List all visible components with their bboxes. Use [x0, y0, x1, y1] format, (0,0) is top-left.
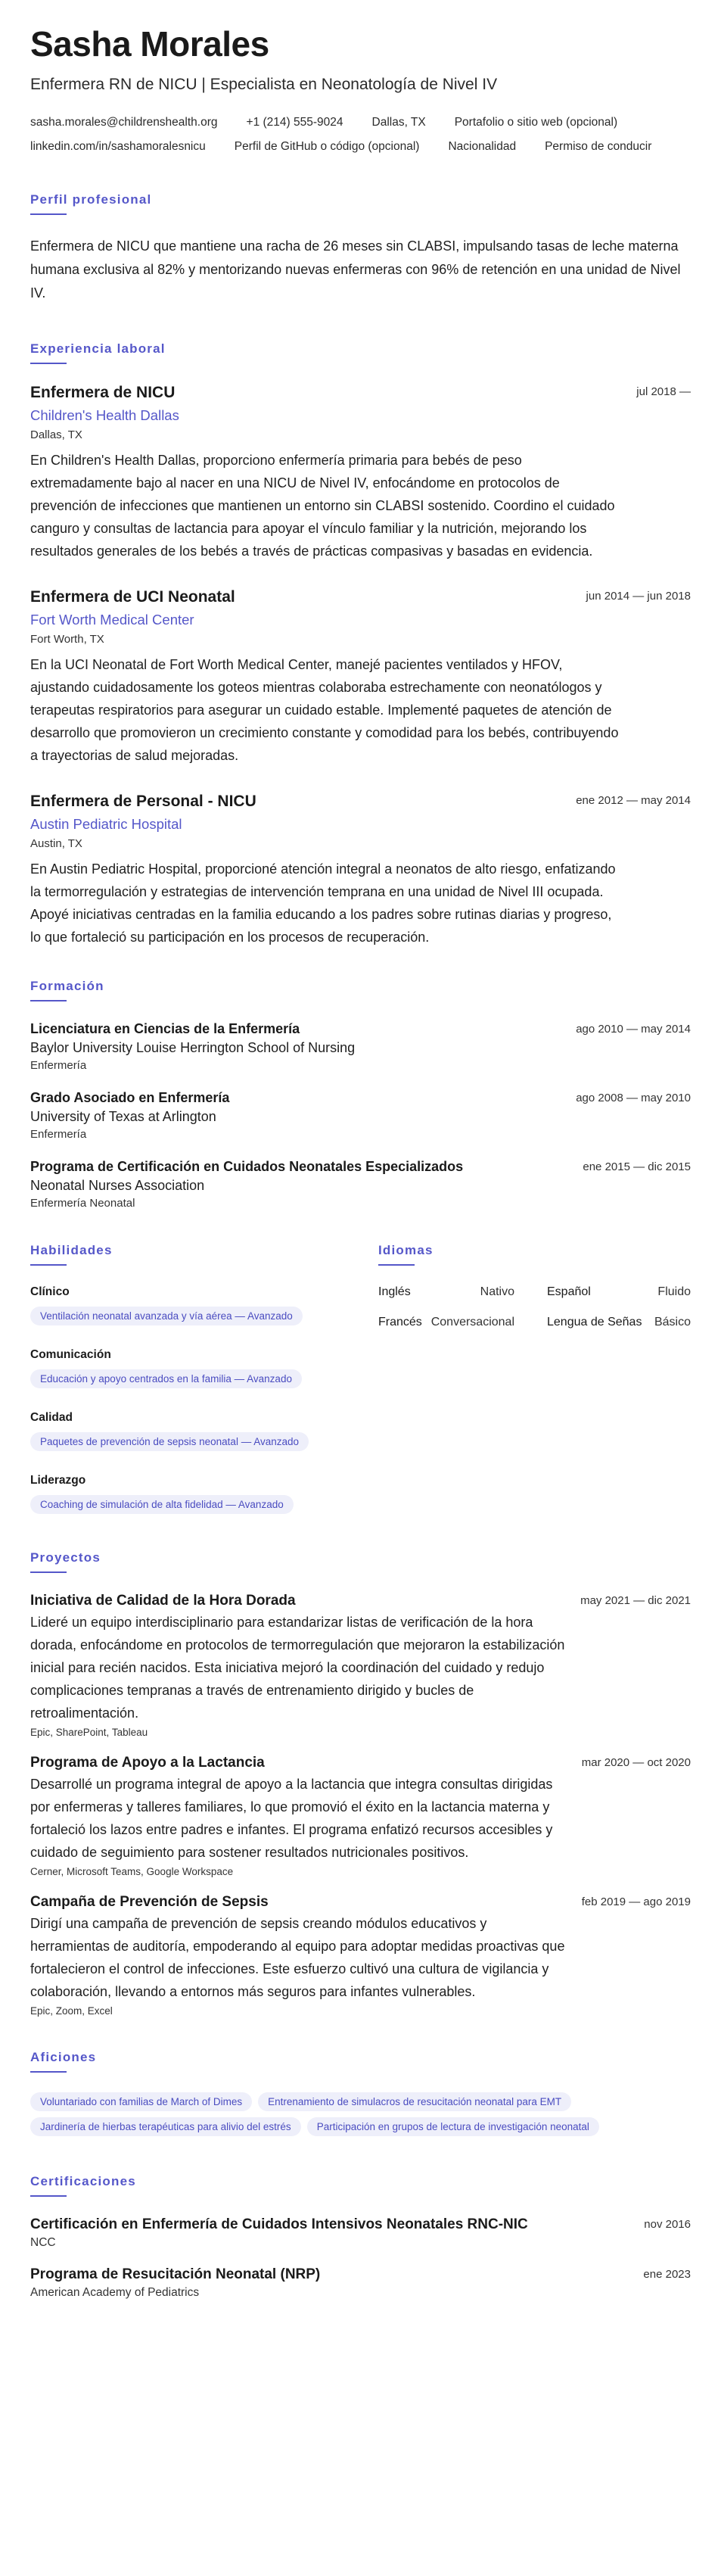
experience-section — [30, 341, 691, 948]
language-name: Lengua de Señas — [547, 1316, 642, 1329]
skills-section — [30, 1243, 378, 1520]
project-description: Lideré un equipo interdisciplinario para estandarizar listas de verificación de la hora dorada, enfocándome en protocolos de termorregulación que mejoraron la estabilización inicial para recién nacidos. Esta iniciativa mejoró la coordinación del cuidado y redujo complicaciones tempranas a través de entrenamiento dirigido y bucles de retroalimentación. — [30, 1615, 565, 1721]
experience-location: Fort Worth, TX — [30, 633, 104, 646]
experience-item — [30, 793, 691, 948]
section-title-skills: Habilidades — [30, 1243, 113, 1258]
experience-item — [30, 588, 691, 767]
education-item — [30, 1159, 691, 1210]
contact-nationality: Nacionalidad — [448, 140, 517, 154]
project-title: Iniciativa de Calidad de la Hora Dorada — [30, 1593, 296, 1609]
summary-section — [30, 192, 691, 305]
education-field: Enfermería — [30, 1128, 87, 1142]
experience-date: jul 2018 — — [636, 385, 691, 399]
project-item — [30, 1593, 691, 1738]
languages-row — [378, 1285, 691, 1299]
project-title: Programa de Apoyo a la Lactancia — [30, 1755, 265, 1771]
section-title-languages: Idiomas — [378, 1243, 434, 1258]
education-section — [30, 979, 691, 1210]
section-divider — [30, 363, 67, 364]
experience-location: Dallas, TX — [30, 428, 82, 442]
contact-portfolio[interactable]: Portafolio o sitio web (opcional) — [454, 116, 618, 129]
education-date: ene 2015 — dic 2015 — [583, 1160, 691, 1174]
language-level: Básico — [654, 1316, 691, 1329]
experience-title: Enfermera de UCI Neonatal — [30, 588, 235, 606]
section-title-experience: Experiencia laboral — [30, 341, 166, 357]
experience-title: Enfermera de NICU — [30, 384, 176, 402]
certification-date: nov 2016 — [644, 2218, 691, 2232]
project-tools: Epic, Zoom, Excel — [30, 2005, 113, 2017]
certification-item — [30, 2216, 691, 2250]
skill-group — [30, 1474, 378, 1520]
certification-item — [30, 2266, 691, 2300]
skill-chip: Educación y apoyo centrados en la familia — Avanzado — [30, 1369, 302, 1388]
headline: Enfermera RN de NICU | Especialista en Neonatología de Nivel IV — [30, 76, 498, 94]
contact-linkedin[interactable]: linkedin.com/in/sashamoralesnicu — [30, 140, 206, 154]
skill-group-name: Liderazgo — [30, 1474, 86, 1487]
project-date: mar 2020 — oct 2020 — [581, 1756, 691, 1770]
section-title-certifications: Certificaciones — [30, 2174, 136, 2189]
hobby-chips — [30, 2092, 696, 2142]
languages-section — [378, 1243, 691, 1520]
language-level: Conversacional — [430, 1316, 514, 1329]
projects-section — [30, 1550, 691, 2017]
language-name: Inglés — [378, 1285, 411, 1299]
language-item — [378, 1285, 514, 1299]
skill-group-name: Clínico — [30, 1285, 70, 1299]
experience-org: Fort Worth Medical Center — [30, 612, 194, 628]
skill-group-name: Calidad — [30, 1411, 73, 1425]
contact-email[interactable]: sasha.morales@childrenshealth.org — [30, 116, 218, 129]
project-date: may 2021 — dic 2021 — [580, 1594, 691, 1608]
certification-issuer: American Academy of Pediatrics — [30, 2286, 200, 2300]
language-item — [547, 1285, 691, 1299]
hobbies-section — [30, 2050, 691, 2142]
contact-phone[interactable]: +1 (214) 555-9024 — [246, 116, 343, 129]
education-field: Enfermería — [30, 1059, 87, 1073]
language-level: Nativo — [480, 1285, 514, 1299]
education-degree: Grado Asociado en Enfermería — [30, 1090, 230, 1106]
contact-driving-license: Permiso de conducir — [545, 140, 652, 154]
skill-group — [30, 1411, 378, 1457]
education-date: ago 2008 — may 2010 — [576, 1092, 691, 1105]
certification-title: Certificación en Enfermería de Cuidados Intensivos Neonatales RNC-NIC — [30, 2216, 528, 2233]
section-title-education: Formación — [30, 979, 104, 994]
language-name: Español — [547, 1285, 591, 1299]
section-divider — [378, 1264, 415, 1266]
education-item — [30, 1021, 691, 1072]
certification-title: Programa de Resucitación Neonatal (NRP) — [30, 2266, 321, 2283]
experience-date: jun 2014 — jun 2018 — [586, 590, 691, 603]
education-field: Enfermería Neonatal — [30, 1197, 135, 1210]
section-title-projects: Proyectos — [30, 1550, 101, 1565]
section-title-hobbies: Aficiones — [30, 2050, 97, 2065]
contact-location: Dallas, TX — [371, 116, 426, 129]
experience-location: Austin, TX — [30, 837, 82, 851]
experience-item — [30, 384, 691, 562]
project-description: Dirigí una campaña de prevención de sepsis creando módulos educativos y herramientas de auditoría, empoderando al equipo para adoptar medidas proactivas que fortalecieron el control de infecciones. Este esfuerzo cultivó una cultura de vigilancia y colaboración, llevando a entornos más seguros para infantes vulnerables. — [30, 1916, 565, 2000]
section-divider — [30, 1264, 67, 1266]
section-divider — [30, 1571, 67, 1573]
contact-list — [30, 115, 681, 154]
hobby-chip: Jardinería de hierbas terapéuticas para alivio del estrés — [30, 2117, 301, 2136]
education-degree: Programa de Certificación en Cuidados Neonatales Especializados — [30, 1159, 464, 1175]
skill-chip: Coaching de simulación de alta fidelidad — Avanzado — [30, 1495, 294, 1514]
section-divider — [30, 213, 67, 215]
experience-date: ene 2012 — may 2014 — [576, 794, 691, 808]
skill-group — [30, 1285, 378, 1332]
hobby-chip: Entrenamiento de simulacros de resucitación neonatal para EMT — [258, 2092, 571, 2111]
section-divider — [30, 2195, 67, 2197]
languages-row — [378, 1316, 691, 1329]
certifications-section — [30, 2174, 691, 2300]
project-item — [30, 1894, 691, 2017]
skills-languages-row — [30, 1243, 691, 1520]
skill-chip: Ventilación neonatal avanzada y vía aérea — Avanzado — [30, 1307, 303, 1325]
language-item — [378, 1316, 514, 1329]
skill-chip: Paquetes de prevención de sepsis neonatal — Avanzado — [30, 1432, 309, 1451]
skill-group — [30, 1348, 378, 1394]
project-title: Campaña de Prevención de Sepsis — [30, 1894, 269, 1911]
candidate-name: Sasha Morales — [30, 24, 269, 64]
section-title-summary: Perfil profesional — [30, 192, 152, 207]
education-item — [30, 1090, 691, 1141]
section-divider — [30, 2071, 67, 2073]
contact-github[interactable]: Perfil de GitHub o código (opcional) — [234, 140, 420, 154]
language-item — [547, 1316, 691, 1329]
education-school: Neonatal Nurses Association — [30, 1178, 205, 1194]
project-item — [30, 1755, 691, 1877]
experience-title: Enfermera de Personal - NICU — [30, 793, 256, 811]
language-name: Francés — [378, 1316, 422, 1329]
skill-group-name: Comunicación — [30, 1348, 111, 1362]
education-date: ago 2010 — may 2014 — [576, 1023, 691, 1036]
experience-description: En Children's Health Dallas, proporciono enfermería primaria para bebés de peso extremadamente bajo al nacer en una NICU de Nivel IV, enfocándome en protocolos de prevención de infecciones que mantienen un entorno sin CLABSI sostenido. Coordino el cuidado canguro y consultas de lactancia para apoyar el vínculo familiar y la nutrición, mejorando los resultados generales de los bebés a través de prácticas compasivas y basadas en evidencia. — [30, 453, 615, 559]
summary-text: Enfermera de NICU que mantiene una racha de 26 meses sin CLABSI, impulsando tasas de leche materna humana exclusiva al 82% y mentorizando nuevas enfermeras con 96% de retención en una unidad de Nivel IV. — [30, 238, 681, 301]
section-divider — [30, 1000, 67, 1001]
project-tools: Epic, SharePoint, Tableau — [30, 1727, 148, 1739]
project-tools: Cerner, Microsoft Teams, Google Workspace — [30, 1866, 234, 1878]
project-date: feb 2019 — ago 2019 — [581, 1895, 691, 1909]
certification-date: ene 2023 — [643, 2268, 691, 2282]
certification-issuer: NCC — [30, 2236, 56, 2250]
hobby-chip: Participación en grupos de lectura de investigación neonatal — [307, 2117, 599, 2136]
education-degree: Licenciatura en Ciencias de la Enfermería — [30, 1021, 300, 1037]
experience-description: En la UCI Neonatal de Fort Worth Medical Center, manejé pacientes ventilados y HFOV, ajustando cuidadosamente los goteos mientras colaboraba estrechamente con neonatólogos y terapeutas respiratorios para asegurar un cuidado estable. Implementé paquetes de atención de desarrollo que promovieron un crecimiento constante y comodidad para los bebés, contribuyendo a trayectorias de salud mejoradas. — [30, 657, 619, 764]
education-school: Baylor University Louise Herrington School of Nursing — [30, 1040, 356, 1056]
education-school: University of Texas at Arlington — [30, 1109, 216, 1125]
experience-description: En Austin Pediatric Hospital, proporcioné atención integral a neonatos de alto riesgo, enfatizando la termorregulación y estrategias de intervención temprana en una unidad de Nivel III ocupada. Apoyé iniciativas centradas en la familia educando a los padres sobre rutinas diarias y progreso, lo que fortaleció su participación en los procesos de recuperación. — [30, 861, 616, 945]
experience-org: Austin Pediatric Hospital — [30, 816, 182, 833]
experience-org: Children's Health Dallas — [30, 407, 179, 424]
language-level: Fluido — [657, 1285, 691, 1299]
project-description: Desarrollé un programa integral de apoyo a la lactancia que integra consultas dirigidas por enfermeras y talleres familiares, lo que promovió el éxito en la lactancia materna y fortaleció los lazos entre padres e infantes. El programa enfatizó recursos accesibles y cuidado de seguimiento para sostener resultados nutricionales positivos. — [30, 1777, 553, 1861]
hobby-chip: Voluntariado con familias de March of Dimes — [30, 2092, 252, 2111]
